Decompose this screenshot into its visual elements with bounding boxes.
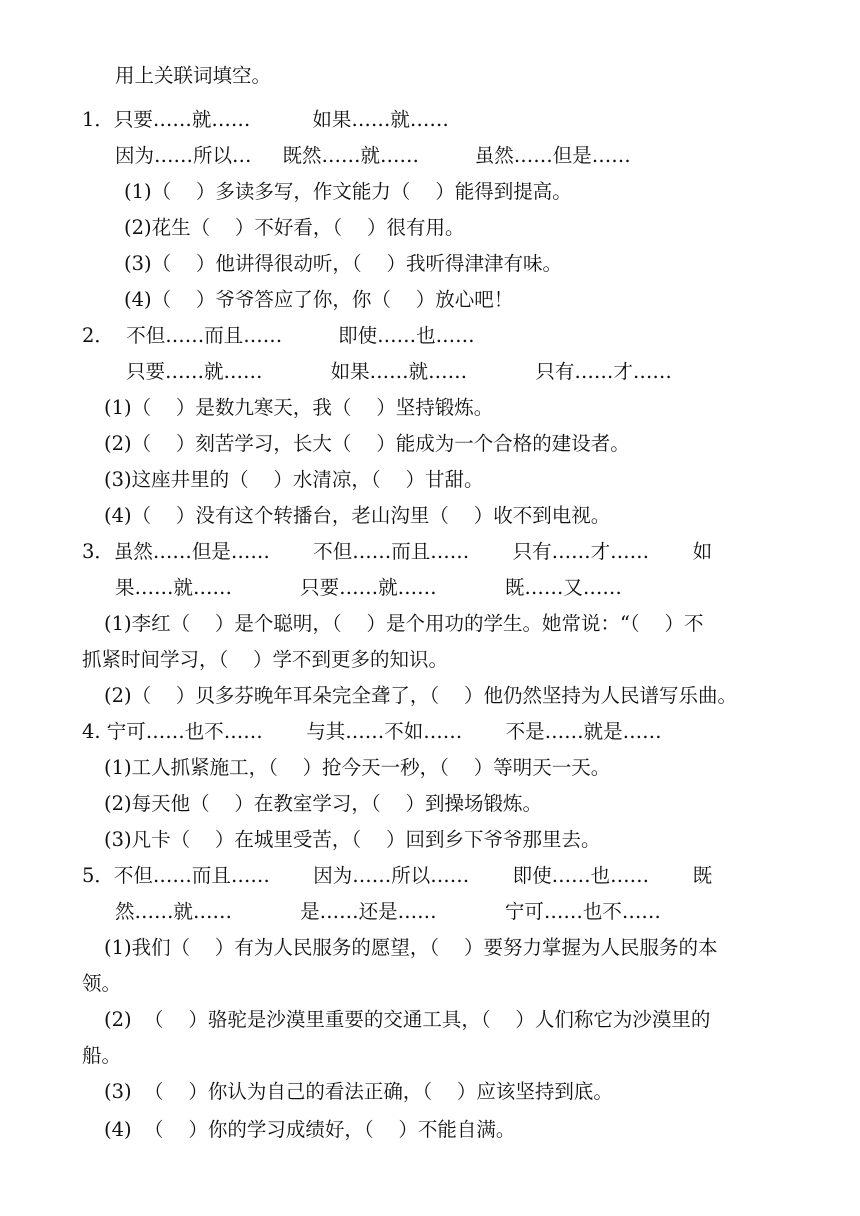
- section-2-options: 只要……就…… 如果……就…… 只有……才……: [126, 360, 672, 383]
- question-1-2: (2)花生（ ）不好看，（ ）很有用。: [124, 216, 465, 239]
- question-4-3: (3)凡卡（ ）在城里受苦，（ ）回到乡下爷爷那里去。: [104, 828, 601, 851]
- question-2-3: (3)这座井里的（ ）水清凉，（ ）甘甜。: [104, 468, 484, 491]
- question-2-4: (4)（ ）没有这个转播台，老山沟里（ ）收不到电视。: [104, 504, 611, 527]
- section-2-header: 2． 不但……而且…… 即使……也……: [82, 324, 475, 347]
- question-1-1: (1)（ ）多读多写，作文能力（ ）能得到提高。: [124, 180, 572, 203]
- question-3-1-continued: 抓紧时间学习，（ ）学不到更多的知识。: [82, 648, 449, 671]
- section-3-options: 果……就…… 只要……就…… 既……又……: [115, 576, 622, 599]
- section-5-header: 5．不但……而且…… 因为……所以…… 即使……也…… 既: [82, 864, 713, 887]
- question-4-2: (2)每天他（ ）在教室学习，（ ）到操场锻炼。: [104, 792, 542, 815]
- question-1-4: (4)（ ）爷爷答应了你，你（ ）放心吧！: [124, 288, 514, 311]
- question-3-2: (2)（ ）贝多芬晚年耳朵完全聋了，（ ）他仍然坚持为人民谱写乐曲。: [104, 684, 737, 707]
- question-5-1-continued: 领。: [82, 972, 122, 995]
- question-3-1: (1)李红（ ）是个聪明，（ ）是个用功的学生。她常说：“（ ）不: [104, 612, 704, 635]
- question-5-2-continued: 船。: [82, 1044, 122, 1067]
- question-1-3: (3)（ ）他讲得很动听，（ ）我听得津津有味。: [124, 252, 562, 275]
- section-4-header: 4. 宁可……也不…… 与其……不如…… 不是……就是……: [82, 720, 662, 743]
- question-2-2: (2)（ ）刻苦学习，长大（ ）能成为一个合格的建设者。: [104, 432, 630, 455]
- section-3-header: 3．虽然……但是…… 不但……而且…… 只有……才…… 如: [82, 540, 713, 563]
- instruction-title: 用上关联词填空。: [115, 64, 272, 87]
- question-5-2: (2) （ ）骆驼是沙漠里重要的交通工具，（ ）人们称它为沙漠里的: [104, 1008, 711, 1031]
- question-5-1: (1)我们（ ）有为人民服务的愿望，（ ）要努力掌握为人民服务的本: [104, 936, 718, 959]
- section-1-header: 1．只要……就…… 如果……就……: [82, 108, 449, 131]
- question-4-1: (1)工人抓紧施工，（ ）抢今天一秒，（ ）等明天一天。: [104, 756, 611, 779]
- section-1-options: 因为……所以… 既然……就…… 虽然……但是……: [115, 144, 631, 167]
- question-5-4: (4) （ ）你的学习成绩好，（ ）不能自满。: [104, 1118, 516, 1141]
- question-2-1: (1)（ ）是数九寒天，我（ ）坚持锻炼。: [104, 396, 494, 419]
- section-5-options: 然……就…… 是……还是…… 宁可……也不……: [115, 900, 661, 923]
- question-5-3: (3) （ ）你认为自己的看法正确，（ ）应该坚持到底。: [104, 1080, 613, 1103]
